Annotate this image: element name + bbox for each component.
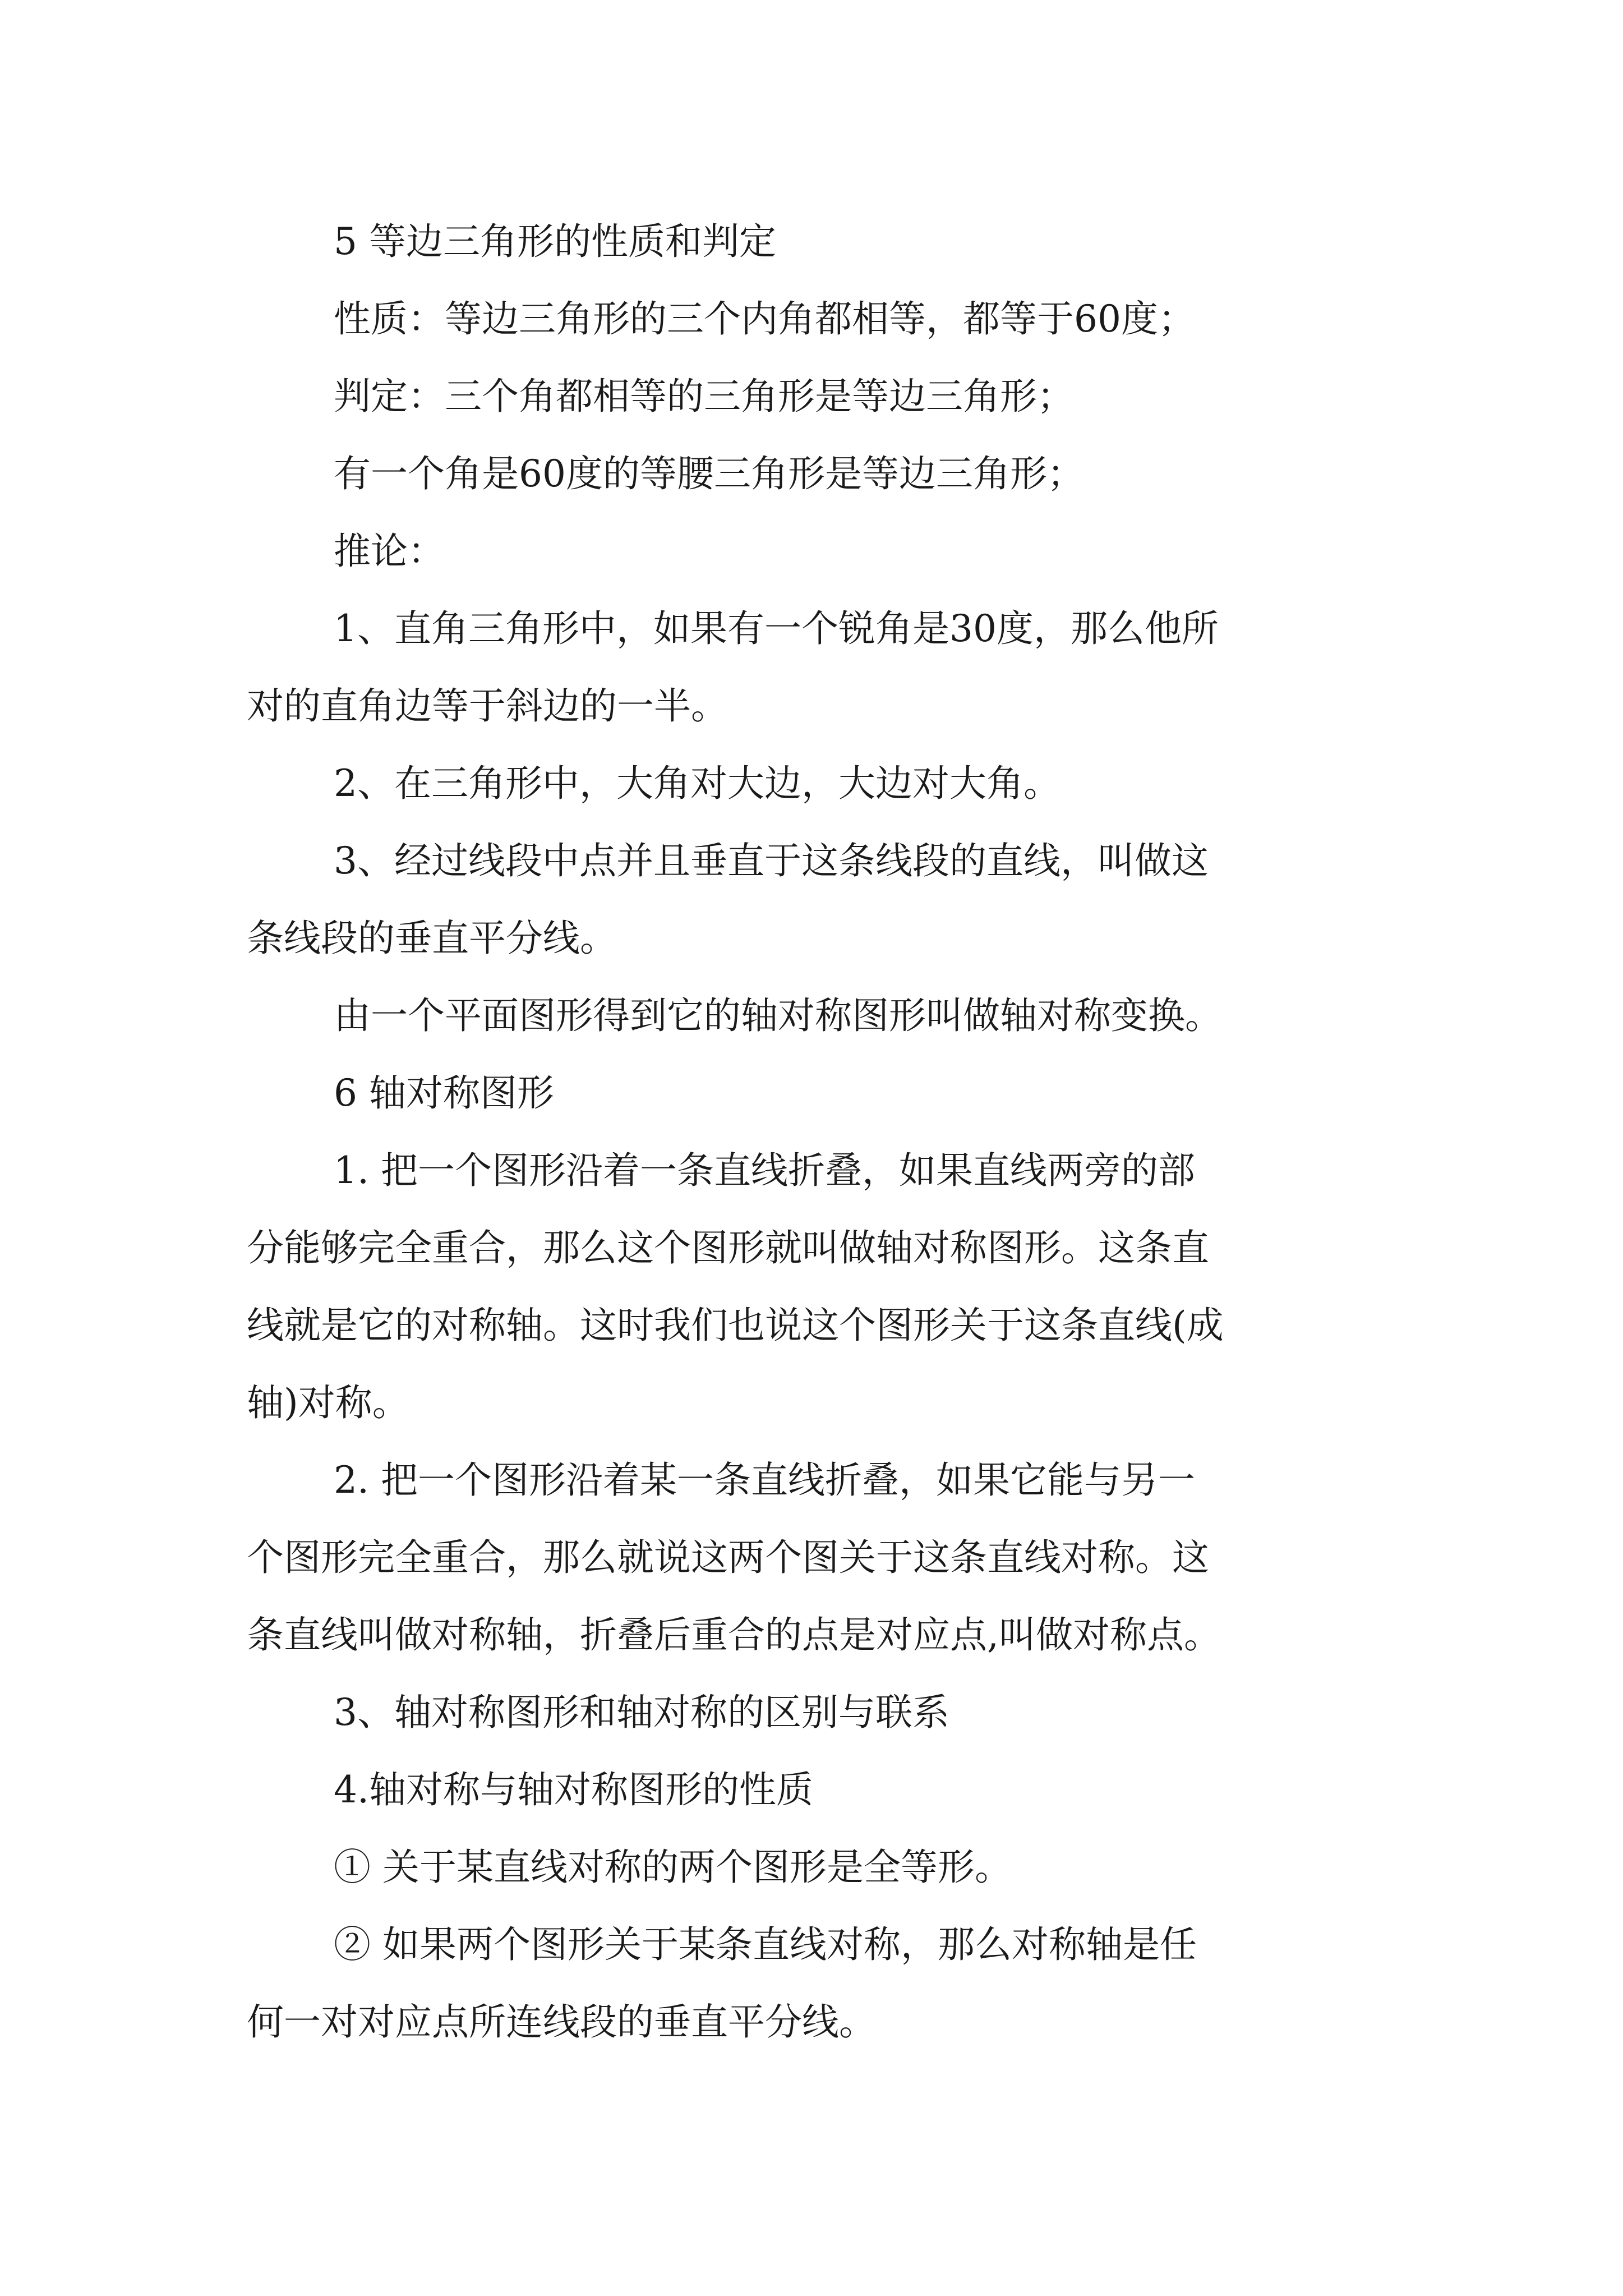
- paragraph-line: 2、在三角形中，大角对大边，大边对大角。: [334, 762, 1061, 805]
- paragraph-line: 2. 把一个图形沿着某一条直线折叠，如果它能与另一: [334, 1458, 1195, 1502]
- paragraph-line: ① 关于某直线对称的两个图形是全等形。: [334, 1846, 1012, 1889]
- heading-equilateral-triangle: 5 等边三角形的性质和判定: [334, 220, 776, 263]
- paragraph-line: 分能够完全重合，那么这个图形就叫做轴对称图形。这条直: [247, 1226, 1209, 1269]
- paragraph-line: ② 如果两个图形关于某条直线对称，那么对称轴是任: [334, 1923, 1197, 1966]
- paragraph-line: 何一对对应点所连线段的垂直平分线。: [247, 2000, 876, 2044]
- paragraph-line: 性质：等边三角形的三个内角都相等，都等于60度；: [334, 297, 1195, 341]
- paragraph-line: 推论：: [334, 530, 445, 573]
- paragraph-line: 轴)对称。: [247, 1381, 409, 1424]
- paragraph-line: 3、轴对称图形和轴对称的区别与联系: [334, 1691, 949, 1734]
- paragraph-line: 4.轴对称与轴对称图形的性质: [334, 1768, 813, 1811]
- paragraph-line: 3、经过线段中点并且垂直于这条线段的直线，叫做这: [334, 839, 1209, 882]
- paragraph-line: 判定：三个角都相等的三角形是等边三角形；: [334, 375, 1074, 418]
- paragraph-line: 1. 把一个图形沿着一条直线折叠，如果直线两旁的部: [334, 1149, 1195, 1192]
- paragraph-line: 条线段的垂直平分线。: [247, 917, 617, 960]
- paragraph-line: 1、直角三角形中，如果有一个锐角是30度，那么他所: [334, 607, 1219, 650]
- paragraph-line: 条直线叫做对称轴，折叠后重合的点是对应点,叫做对称点。: [247, 1613, 1221, 1657]
- paragraph-line: 由一个平面图形得到它的轴对称图形叫做轴对称变换。: [334, 994, 1222, 1037]
- paragraph-line: 线就是它的对称轴。这时我们也说这个图形关于这条直线(成: [247, 1304, 1224, 1347]
- heading-axial-symmetry: 6 轴对称图形: [334, 1071, 554, 1115]
- paragraph-line: 对的直角边等于斜边的一半。: [247, 684, 728, 728]
- paragraph-line: 有一个角是60度的等腰三角形是等边三角形；: [334, 452, 1084, 495]
- paragraph-line: 个图形完全重合，那么就说这两个图关于这条直线对称。这: [247, 1536, 1209, 1579]
